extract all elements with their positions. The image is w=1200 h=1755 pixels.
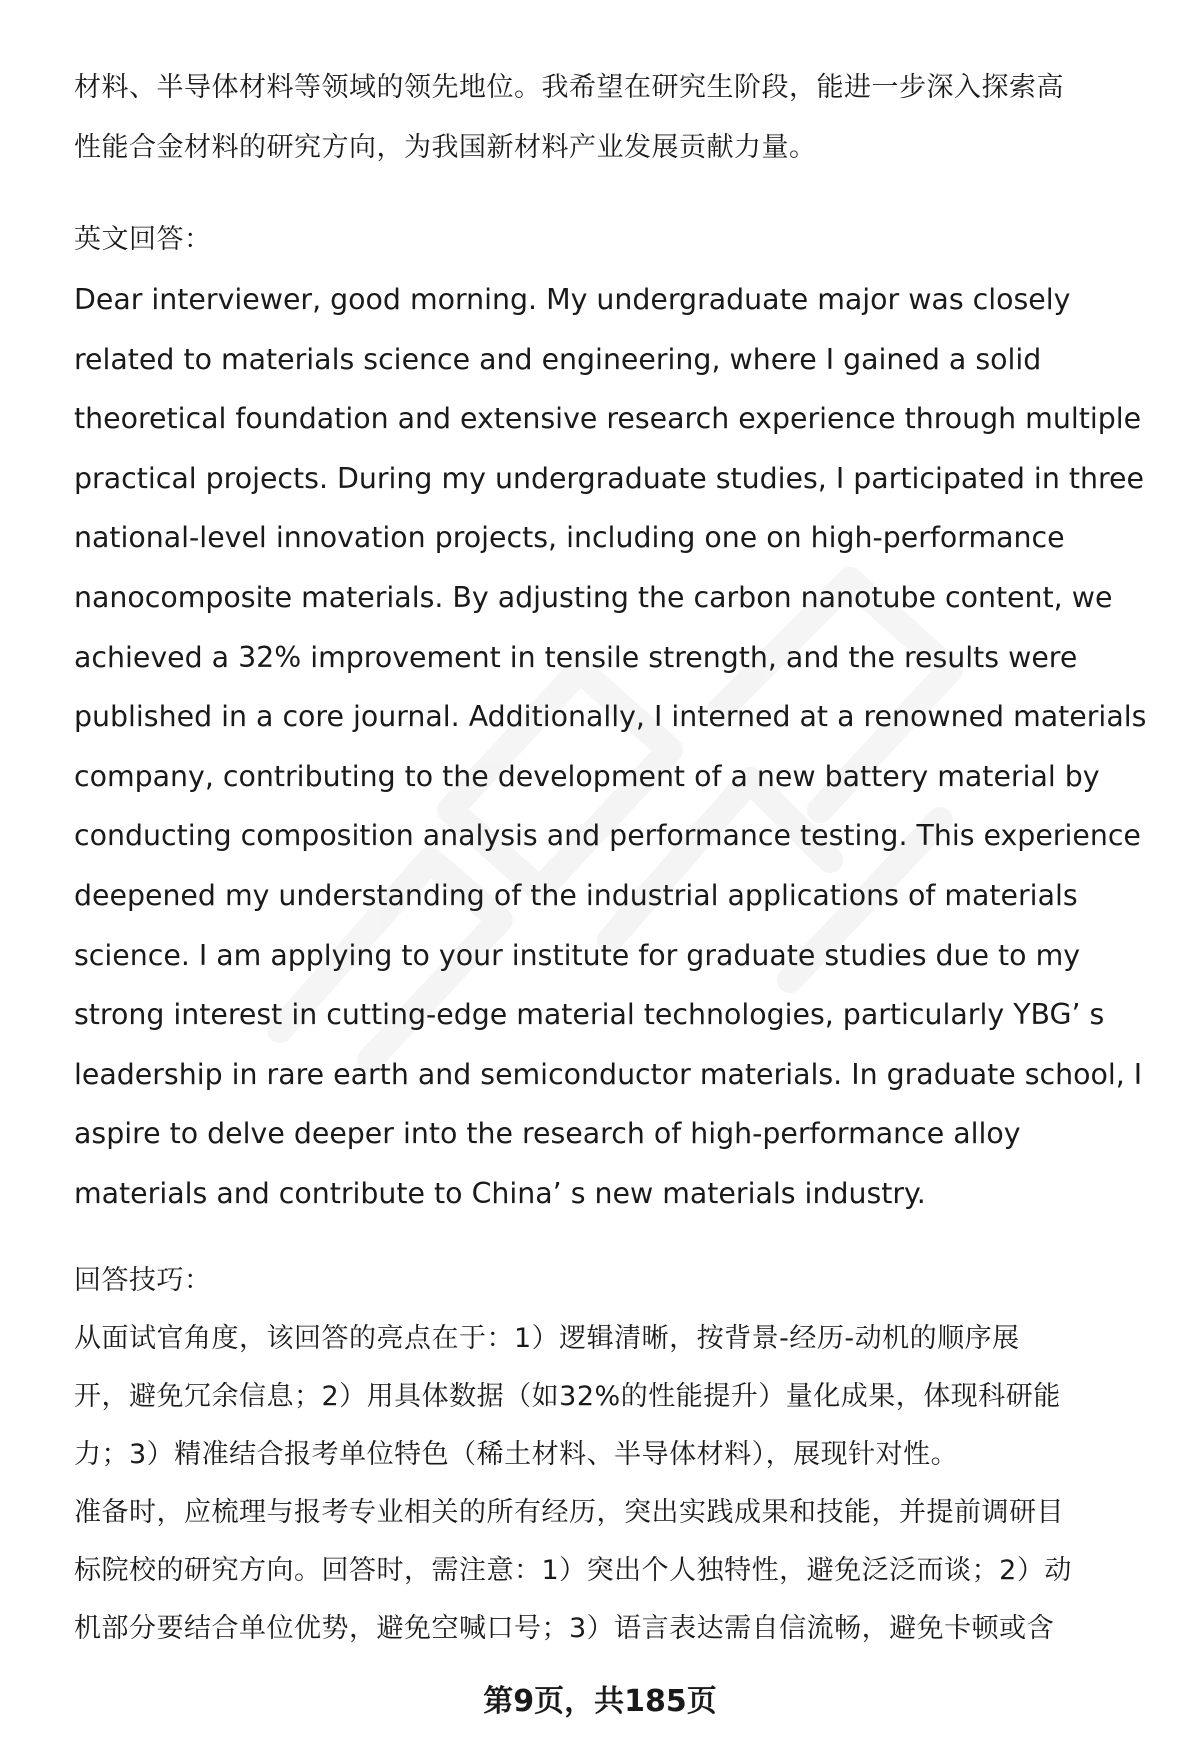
- tips-line: 从面试官角度，该回答的亮点在于：1）逻辑清晰，按背景-经历-动机的顺序展: [74, 1322, 1020, 1354]
- main-content: [74, 58, 1154, 1658]
- english-answer-line: published in a core journal. Additionally, I interned at a renowned materials: [74, 700, 1147, 734]
- english-answer-line: national-level innovation projects, including one on high-performance: [74, 521, 1065, 555]
- tips-line: 机部分要结合单位优势，避免空喊口号；3）语言表达需自信流畅，避免卡顿或含: [74, 1612, 1055, 1644]
- english-answer-line: Dear interviewer, good morning. My undergraduate major was closely: [74, 283, 1071, 316]
- english-answer-line: materials and contribute to China’ s new materials industry.: [74, 1176, 926, 1210]
- tips-line: 标院校的研究方向。回答时，需注意：1）突出个人独特性，避免泛泛而谈；2）动: [74, 1554, 1072, 1586]
- english-answer-line: practical projects. During my undergraduate studies, I participated in three: [74, 461, 1144, 495]
- tips-heading: 回答技巧：: [74, 1264, 212, 1296]
- page-number-footer: 第9页，共185页: [483, 1684, 717, 1719]
- tips-line: 准备时，应梳理与报考专业相关的所有经历，突出实践成果和技能，并提前调研目: [74, 1496, 1064, 1528]
- english-answer-line: strong interest in cutting-edge material technologies, particularly YBG’ s: [74, 998, 1105, 1032]
- english-answer-line: conducting composition analysis and performance testing. This experience: [74, 819, 1141, 853]
- tips-line: 开，避免冗余信息；2）用具体数据（如32%的性能提升）量化成果，体现科研能: [74, 1380, 1061, 1412]
- tips-line: 力；3）精准结合报考单位特色（稀土材料、半导体材料），展现针对性。: [74, 1438, 959, 1470]
- english-answer-line: achieved a 32% improvement in tensile strength, and the results were: [74, 640, 1078, 674]
- english-answer-line: theoretical foundation and extensive research experience through multiple: [74, 402, 1142, 436]
- english-answer-body: [74, 270, 1154, 1224]
- english-answer-line: deepened my understanding of the industrial applications of materials: [74, 878, 1078, 912]
- tips-body: [74, 1310, 1154, 1658]
- english-answer-line: company, contributing to the development of a new battery material by: [74, 759, 1100, 793]
- english-answer-line: nanocomposite materials. By adjusting the carbon nanotube content, we: [74, 580, 1113, 614]
- english-answer-line: aspire to delve deeper into the research of high-performance alloy: [74, 1117, 1021, 1151]
- english-answer-heading: 英文回答：: [74, 224, 212, 255]
- english-answer-line: related to materials science and engineering, where I gained a solid: [74, 342, 1042, 376]
- intro-line: 性能合金材料的研究方向，为我国新材料产业发展贡献力量。: [74, 132, 817, 163]
- english-answer-line: science. I am applying to your institute for graduate studies due to my: [74, 938, 1081, 972]
- intro-line: 材料、半导体材料等领域的领先地位。我希望在研究生阶段，能进一步深入探索高: [74, 72, 1064, 103]
- english-answer-line: leadership in rare earth and semiconductor materials. In graduate school, I: [74, 1057, 1143, 1091]
